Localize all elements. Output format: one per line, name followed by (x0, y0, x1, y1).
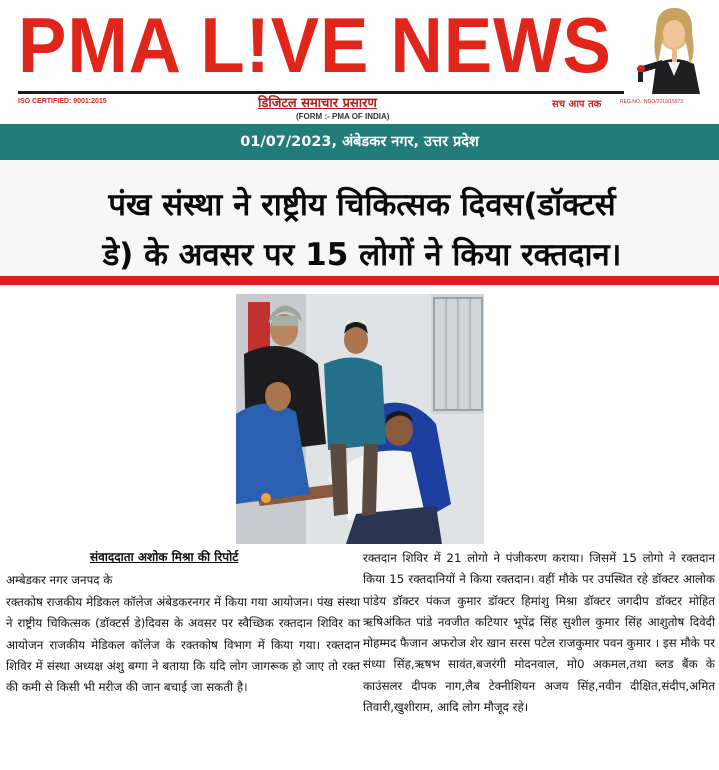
iso-certification: ISO CERTIFIED: 9001:2015 (18, 98, 107, 105)
headline-line-1: पंख संस्था ने राष्ट्रीय चिकित्सक दिवस(डॉक्टर्स (108, 187, 616, 223)
masthead (0, 0, 719, 124)
headline-rule (0, 276, 719, 285)
article-byline: संवाददाता अशोक मिश्रा की रिपोर्ट (90, 550, 239, 564)
motto: सच आप तक (552, 99, 602, 110)
article-right-column: रक्तदान शिविर में 21 लोगो ने पंजीकरण कराया। जिसमें 15 लोगो ने रक्तदान किया 15 रक्तदानियों ने किया रक्तदान। वहीं मौके पर उपस्थित रहे डॉक्टर आलोक पांडेय डॉक्टर पंकज कुमार डॉक्टर हिमांशु मिश्रा डॉक्टर जगदीप डॉक्टर मोहित ऋषिअंकित पांडे नवजीत कटियार भूपेंद्र सिंह सुशील कुमार सिंह आशुतोष दिवेदी मोहम्मद फैजान अफरोज शेर खान सरस पटेल राजकुमार पवन कुमार । इस मौके पर संध्या सिंह,ऋषभ सावंत,बजरंगी मोदनवाल, मो0 अकमल,तथा ब्लड बैंक के काउंसलर दीपक नाग,लैब टेक्नीशियन अजय सिंह,नवीन दीक्षित,संदीप,अमित तिवारी,खुशीराम, आदि लोग मौजूद रहे। (363, 551, 715, 715)
blood-donation-photo (236, 294, 484, 544)
headline (22, 180, 702, 280)
headline-line-2: डे) के अवसर पर 15 लोगों ने किया रक्तदान। (102, 237, 622, 273)
brand-title: PMA L!VE NEWS (18, 1, 612, 89)
tagline-form: (FORM :- PMA OF INDIA) (296, 112, 390, 121)
registration-number: REG.NO.: NGO/2019/15973 (620, 99, 684, 105)
article-left-column: रक्तकोष राजकीय मेडिकल कॉलेज अंबेडकरनगर में किया गया आयोजन। पंख संस्था ने राष्ट्रीय चिकित्सक (डॉक्टर्स डे)दिवस के अवसर पर स्वैच्छिक रक्तदान शिविर का आयोजन राजकीय मेडिकल कॉलेज के रक्तकोष विभाग में किया गया। रक्तदान शिविर में संस्था अध्यक्ष अंशु बग्गा ने बताया कि यदि लोग जागरूक हो जाए तो रक्त की कमी से किसी भी मरीज की जान बचाई जा सकती है। (6, 595, 360, 695)
news-anchor-image (632, 2, 716, 94)
date-location-bar: 01/07/2023, अंबेडकर नगर, उत्तर प्रदेश (0, 124, 719, 160)
article-intro: अम्बेडकर नगर जनपद के (6, 573, 113, 587)
tagline-hindi: डिजिटल समाचार प्रसारण (258, 96, 377, 111)
